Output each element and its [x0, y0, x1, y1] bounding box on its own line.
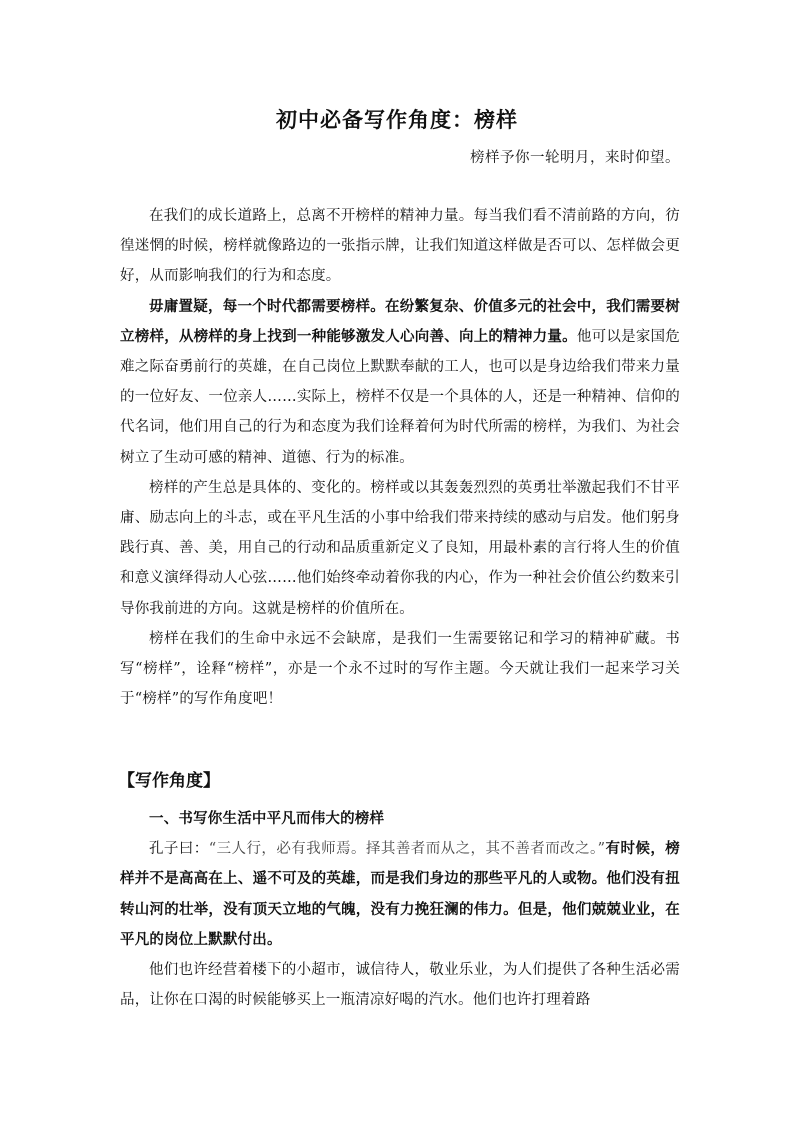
paragraph-2-bold: 毋庸置疑，每一个时代都需要榜样。在纷繁复杂、价值多元的社会中，我们需要树立榜样，从榜样的身上找到一种能够激发人心向善、向上的精神力量。: [120, 297, 680, 345]
quote-lead: 孔子曰：: [149, 841, 209, 858]
section-body: [120, 804, 680, 1015]
paragraph-5: 他们也许经营着楼下的小超市，诚信待人，敬业乐业，为人们提供了各种生活必需品，让你在口渴的时候能够买上一瓶清凉好喝的汽水。他们也许打理着路: [120, 962, 680, 1009]
intro-body: [120, 201, 680, 714]
quote-bold: 有时候，榜样并不是高高在上、遥不可及的英雄，而是我们身边的那些平凡的人或物。他们没有扭转山河的壮举，没有顶天立地的气魄，没有力挽狂澜的伟力。但是，他们兢兢业业，在平凡的岗位上默默付出。: [120, 840, 680, 948]
paragraph-1: 在我们的成长道路上，总离不开榜样的精神力量。每当我们看不清前路的方向，彷徨迷惘的时候，榜样就像路边的一张指示牌，让我们知道这样做是否可以、怎样做会更好，从而影响我们的行为和态度。: [120, 208, 680, 285]
quote-paragraph: [120, 834, 680, 955]
page-title: 初中必备写作角度：榜样: [276, 107, 518, 132]
paragraph-2-rest: 他可以是家国危难之际奋勇前行的英雄，在自己岗位上默默奉献的工人，也可以是身边给我们带来力量的一位好友、一位亲人……实际上，榜样不仅是一个具体的人，还是一种精神、信仰的代名词，他们用自己的行为和态度为我们诠释着何为时代所需的榜样，为我们、为社会树立了生动可感的精神、道德、行为的标准。: [120, 328, 680, 466]
paragraph-2: [120, 292, 680, 473]
section-heading: 【写作角度】: [118, 771, 220, 791]
subheading-1: 一、书写你生活中平凡而伟大的榜样: [149, 810, 385, 827]
paragraph-4: 榜样在我们的生命中永远不会缺席，是我们一生需要铭记和学习的精神矿藏。书写“榜样”，诠释“榜样”，亦是一个永不过时的写作主题。今天就让我们一起来学习关于“榜样”的写作角度吧！: [120, 630, 680, 708]
paragraph-3: 榜样的产生总是具体的、变化的。榜样或以其轰轰烈烈的英勇壮举激起我们不甘平庸、励志向上的斗志，或在平凡生活的小事中给我们带来持续的感动与启发。他们躬身践行真、善、美，用自己的行动和品质重新定义了良知，用最朴素的言行将人生的价值和意义演绎得动人心弦……他们始终牵动着你我的内心，作为一种社会价值公约数来引导你我前进的方向。这就是榜样的价值所在。: [120, 479, 680, 617]
quote-text: “三人行，必有我师焉。择其善者而从之，其不善者而改之。”: [208, 841, 606, 858]
epigraph: 榜样予你一轮明月，来时仰望。: [470, 150, 680, 166]
